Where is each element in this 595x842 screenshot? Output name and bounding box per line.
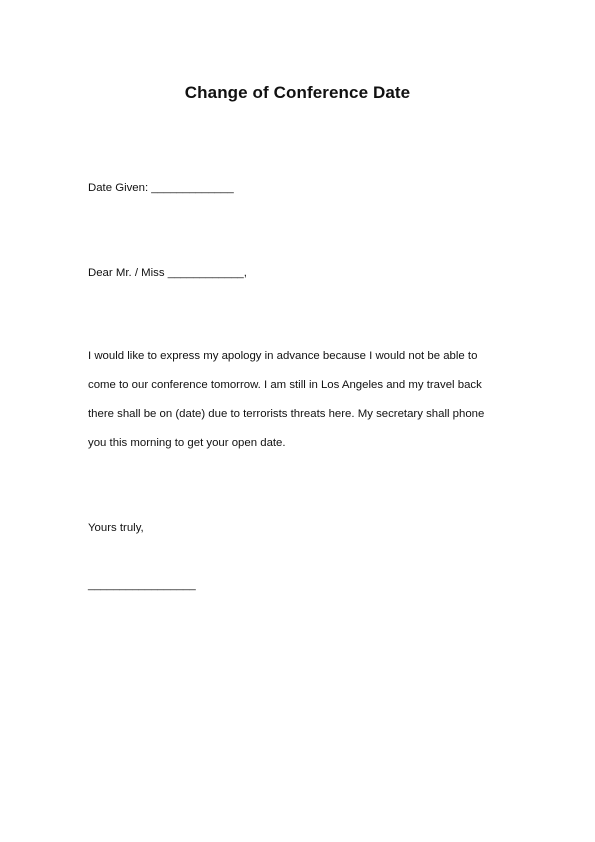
body-line: you this morning to get your open date. (88, 437, 286, 449)
body-line: I would like to express my apology in advance because I would not be able to (88, 350, 478, 362)
body-line: there shall be on (date) due to terrorists threats here. My secretary shall phone (88, 408, 485, 420)
body-line: come to our conference tomorrow. I am still in Los Angeles and my travel back (88, 379, 482, 391)
signature-line: _________________ (88, 579, 196, 591)
closing-line: Yours truly, (88, 522, 144, 534)
document-title: Change of Conference Date (184, 83, 411, 102)
date-given-line: Date Given: _____________ (88, 182, 234, 194)
salutation-line: Dear Mr. / Miss ____________, (88, 267, 247, 279)
letter-body (88, 349, 508, 465)
